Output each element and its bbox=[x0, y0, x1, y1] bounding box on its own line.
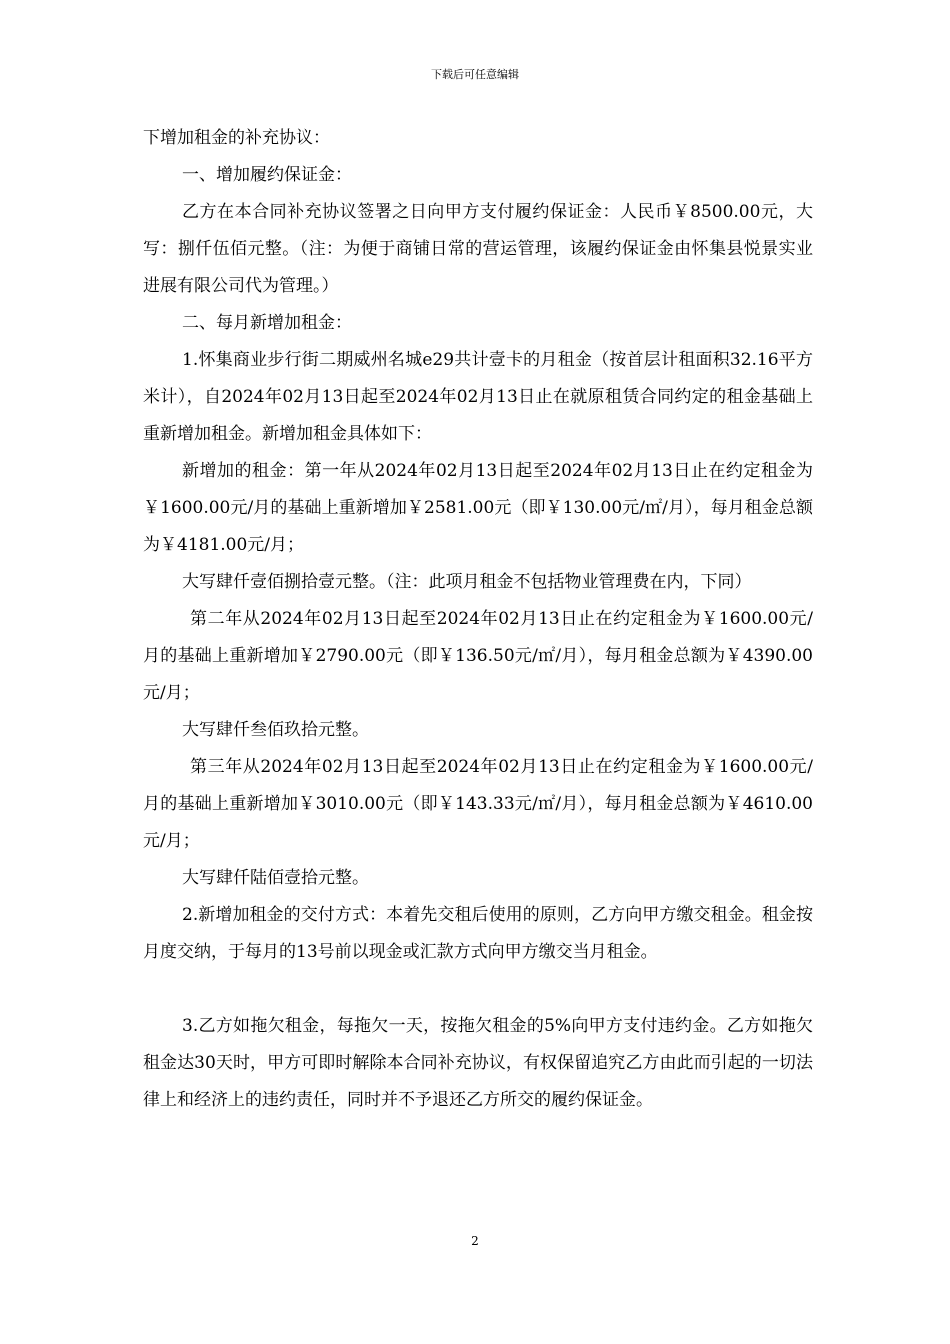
paragraph-rent-item-1: 1.怀集商业步行街二期威州名城e29共计壹卡的月租金（按首层计租面积32.16平方米计），自2024年02月13日起至2024年02月13日止在就原租赁合同约定的租金基础上重新增加租金。新增加租金具体如下： bbox=[143, 350, 814, 444]
paragraph-year-3: 第三年从2024年02月13日起至2024年02月13日止在约定租金为￥1600.00元/月的基础上重新增加￥3010.00元（即￥143.33元/㎡/月），每月租金总额为￥4610.00元/月； bbox=[143, 757, 813, 851]
paragraph-payment-method: 2.新增加租金的交付方式：本着先交租后使用的原则，乙方向甲方缴交租金。租金按月度交纳，于每月的13号前以现金或汇款方式向甲方缴交当月租金。 bbox=[143, 905, 813, 962]
section-heading-deposit: 一、增加履约保证金： bbox=[182, 165, 352, 185]
paragraph-year-3-amount: 大写肆仟陆佰壹拾元整。 bbox=[182, 868, 369, 888]
section-heading-rent: 二、每月新增加租金： bbox=[182, 313, 352, 333]
page-header: 下载后可任意编辑 bbox=[431, 68, 519, 81]
paragraph-intro: 下增加租金的补充协议： bbox=[143, 128, 330, 148]
paragraph-year-2: 第二年从2024年02月13日起至2024年02月13日止在约定租金为￥1600.00元/月的基础上重新增加￥2790.00元（即￥136.50元/㎡/月），每月租金总额为￥4390.00元/月； bbox=[143, 609, 813, 703]
page-number: 2 bbox=[471, 1234, 479, 1248]
paragraph-spacer bbox=[143, 971, 813, 1008]
document-body bbox=[143, 120, 813, 1119]
paragraph-late-penalty: 3.乙方如拖欠租金，每拖欠一天，按拖欠租金的5%向甲方支付违约金。乙方如拖欠租金达30天时，甲方可即时解除本合同补充协议，有权保留追究乙方由此而引起的一切法律上和经济上的违约责任，同时并不予退还乙方所交的履约保证金。 bbox=[143, 1016, 813, 1110]
paragraph-deposit: 乙方在本合同补充协议签署之日向甲方支付履约保证金：人民币￥8500.00元，大写：捌仟伍佰元整。（注：为便于商铺日常的营运管理，该履约保证金由怀集县悦景实业进展有限公司代为管理。） bbox=[143, 202, 813, 296]
paragraph-year-1: 新增加的租金：第一年从2024年02月13日起至2024年02月13日止在约定租金为￥1600.00元/月的基础上重新增加￥2581.00元（即￥130.00元/㎡/月），每月租金总额为￥4181.00元/月； bbox=[143, 461, 813, 555]
paragraph-year-2-amount: 大写肆仟叁佰玖拾元整。 bbox=[182, 720, 369, 740]
paragraph-year-1-amount: 大写肆仟壹佰捌拾壹元整。（注：此项月租金不包括物业管理费在内，下同） bbox=[182, 572, 752, 592]
